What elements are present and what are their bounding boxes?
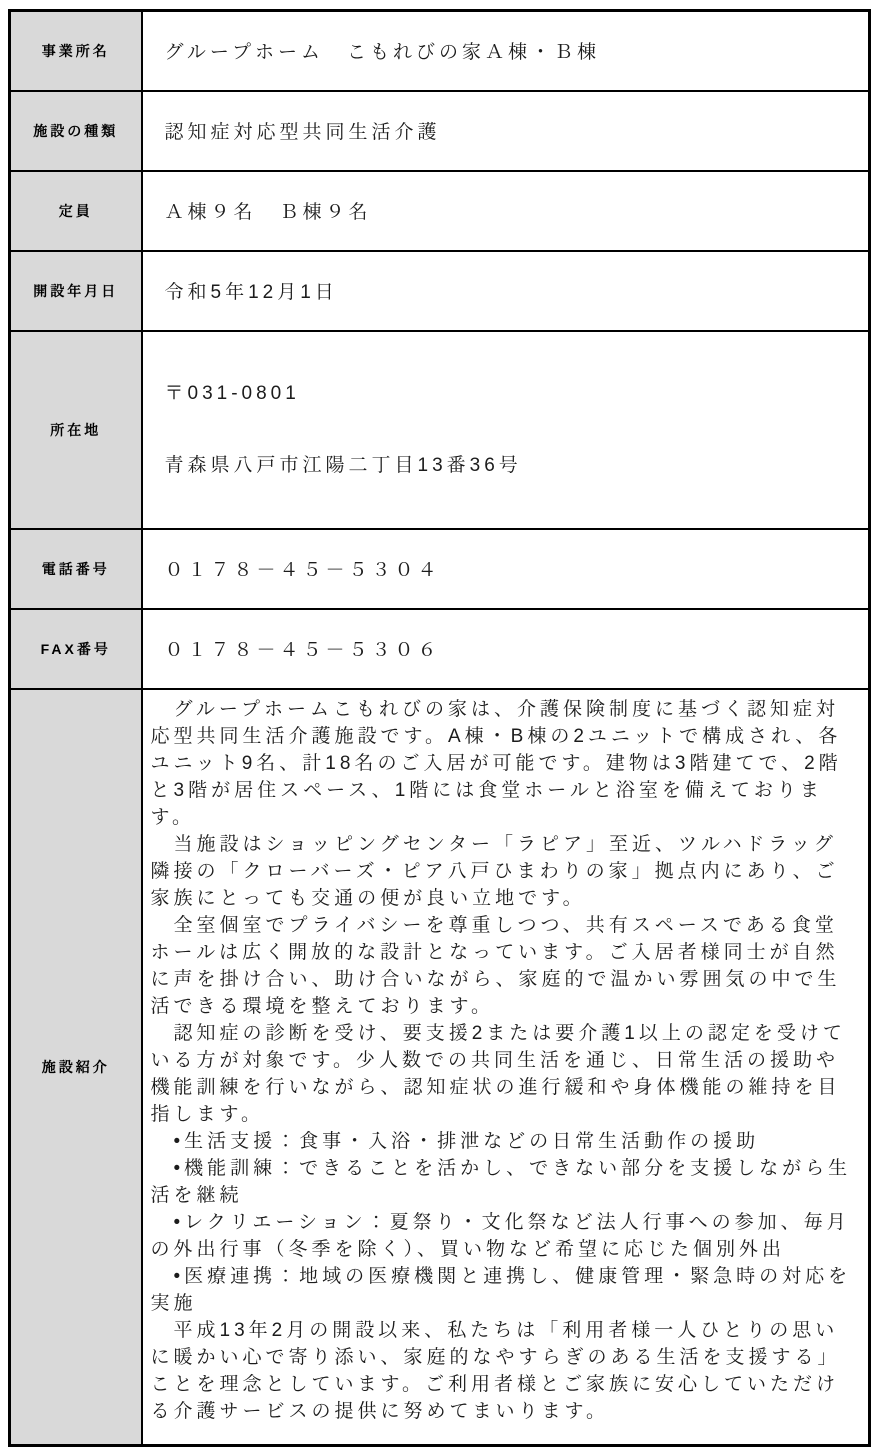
business-name-value: グループホーム こもれびの家Ａ棟・Ｂ棟 bbox=[142, 11, 870, 91]
row-facility-type bbox=[10, 91, 870, 171]
address-value bbox=[142, 331, 870, 529]
facility-type-label: 施設の種類 bbox=[10, 91, 142, 171]
intro-paragraph-overview: グループホームこもれびの家は、介護保険制度に基づく認知症対応型共同生活介護施設です。A棟・B棟の2ユニットで構成され、各ユニット9名、計18名のご入居が可能です。建物は3階建てで、2階と3階が居住スペース、1階には食堂ホールと浴室を備えております。 bbox=[150, 698, 842, 828]
introduction-label: 施設紹介 bbox=[10, 689, 142, 1446]
street-address: 青森県八戸市江陽二丁目13番36号 bbox=[164, 454, 522, 476]
row-introduction bbox=[10, 689, 870, 1446]
row-business-name bbox=[10, 11, 870, 91]
intro-bullet-recreation: •レクリエーション：夏祭り・文化祭など法人行事への参加、毎月の外出行事（冬季を除く）、買い物など希望に応じた個別外出 bbox=[150, 1211, 850, 1260]
capacity-label: 定員 bbox=[10, 171, 142, 251]
row-address bbox=[10, 331, 870, 529]
fax-value: ０１７８－４５－５３０６ bbox=[142, 609, 870, 689]
phone-label: 電話番号 bbox=[10, 529, 142, 609]
intro-paragraph-eligibility: 認知症の診断を受け、要支援2または要介護1以上の認定を受けている方が対象です。少人数での共同生活を通じ、日常生活の援助や機能訓練を行いながら、認知症状の進行緩和や身体機能の維持を目指します。 bbox=[150, 1022, 846, 1125]
introduction-text bbox=[142, 689, 870, 1446]
fax-label: FAX番号 bbox=[10, 609, 142, 689]
row-opening-date bbox=[10, 251, 870, 331]
facility-type-value: 認知症対応型共同生活介護 bbox=[142, 91, 870, 171]
business-name-label: 事業所名 bbox=[10, 11, 142, 91]
intro-bullet-life-support: •生活支援：食事・入浴・排泄などの日常生活動作の援助 bbox=[150, 1130, 760, 1152]
row-capacity bbox=[10, 171, 870, 251]
intro-bullet-training: •機能訓練：できることを活かし、できない部分を支援しながら生活を継続 bbox=[150, 1157, 852, 1206]
facility-info-table bbox=[8, 9, 871, 1447]
postal-code: 〒031-0801 bbox=[164, 382, 300, 404]
opening-date-value: 令和5年12月1日 bbox=[142, 251, 870, 331]
phone-value: ０１７８－４５－５３０４ bbox=[142, 529, 870, 609]
intro-paragraph-environment: 全室個室でプライバシーを尊重しつつ、共有スペースである食堂ホールは広く開放的な設計となっています。ご入居者様同士が自然に声を掛け合い、助け合いながら、家庭的で温かい雰囲気の中で生活できる環境を整えております。 bbox=[150, 914, 841, 1017]
intro-paragraph-philosophy: 平成13年2月の開設以来、私たちは「利用者様一人ひとりの思いに暖かい心で寄り添い、家庭的なやすらぎのある生活を支援する」ことを理念としています。ご利用者様とご家族に安心していただける介護サービスの提供に努めてまいります。 bbox=[150, 1319, 841, 1422]
capacity-value: Ａ棟９名 Ｂ棟９名 bbox=[142, 171, 870, 251]
address-label: 所在地 bbox=[10, 331, 142, 529]
row-fax bbox=[10, 609, 870, 689]
intro-bullet-medical: •医療連携：地域の医療機関と連携し、健康管理・緊急時の対応を実施 bbox=[150, 1265, 852, 1314]
row-phone bbox=[10, 529, 870, 609]
opening-date-label: 開設年月日 bbox=[10, 251, 142, 331]
intro-paragraph-location: 当施設はショッピングセンター「ラピア」至近、ツルハドラッグ隣接の「クローバーズ・ピア八戸ひまわりの家」拠点内にあり、ご家族にとっても交通の便が良い立地です。 bbox=[150, 833, 839, 909]
